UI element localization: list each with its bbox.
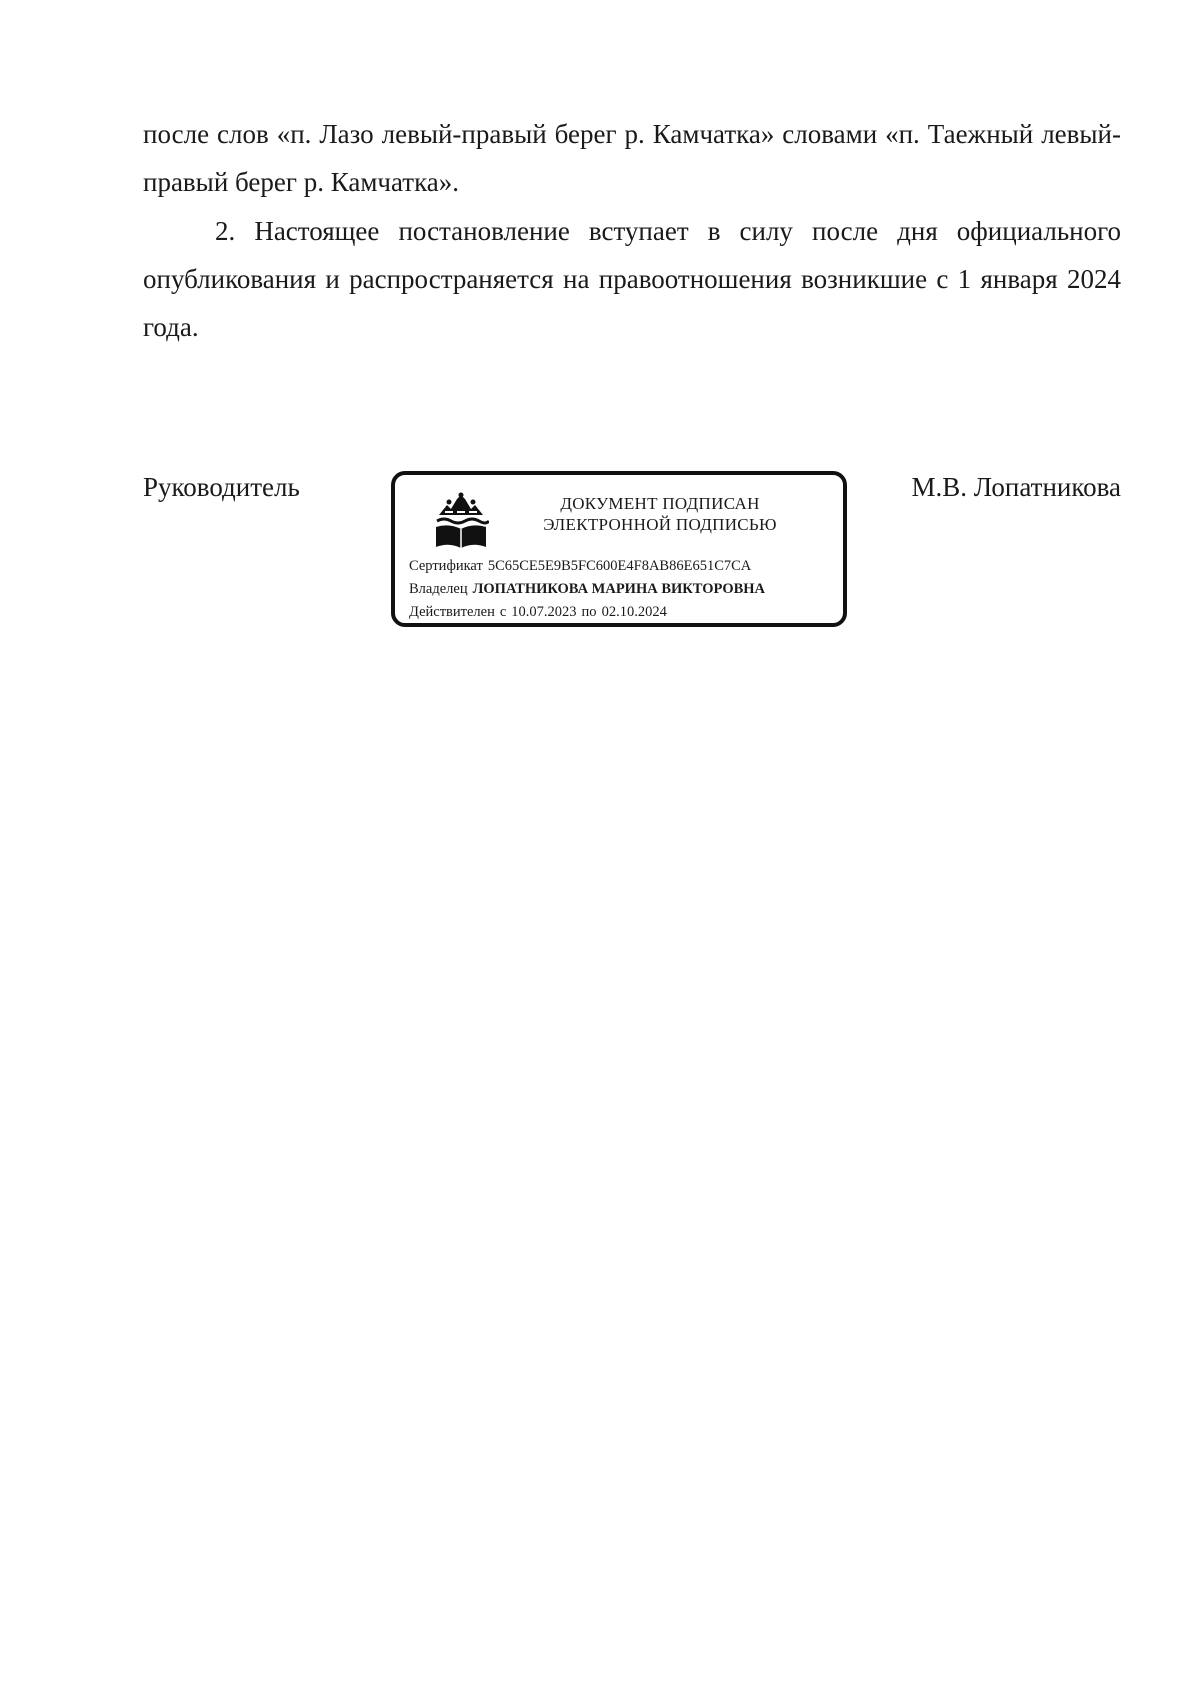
electronic-signature-stamp xyxy=(391,471,847,627)
signer-name: М.В. Лопатникова xyxy=(911,472,1121,502)
paragraph-effective-date: 2. Настоящее постановление вступает в силу после дня официального опубликования и распространяется на правоотношения возникшие с 1 января 2024 года. xyxy=(143,216,1121,342)
owner-value: ЛОПАТНИКОВА МАРИНА ВИКТОРОВНА xyxy=(472,581,766,597)
paragraph-amendment-text: после слов «п. Лазо левый-правый берег р. Камчатка» словами «п. Таежный левый-правый берег р. Камчатка». xyxy=(143,119,1121,197)
valid-to-prefix: по xyxy=(581,604,597,620)
valid-label: Действителен xyxy=(409,604,495,620)
stamp-owner-line xyxy=(409,580,765,598)
valid-from-prefix: с xyxy=(499,604,507,620)
regional-coat-of-arms-icon xyxy=(433,491,489,549)
stamp-certificate-line xyxy=(409,557,751,575)
certificate-value: 5C65CE5E9B5FC600E4F8AB86E651C7CA xyxy=(487,558,752,574)
stamp-title xyxy=(505,493,815,535)
owner-label: Владелец xyxy=(409,581,468,597)
valid-to-date: 02.10.2024 xyxy=(601,604,667,620)
certificate-label: Сертификат xyxy=(409,558,483,574)
stamp-title-line-2: ЭЛЕКТРОННОЙ ПОДПИСЬЮ xyxy=(543,515,777,534)
valid-from-date: 10.07.2023 xyxy=(511,604,577,620)
stamp-title-line-1: ДОКУМЕНТ ПОДПИСАН xyxy=(560,494,760,513)
stamp-validity-line xyxy=(409,603,667,621)
signer-role: Руководитель xyxy=(143,472,300,502)
